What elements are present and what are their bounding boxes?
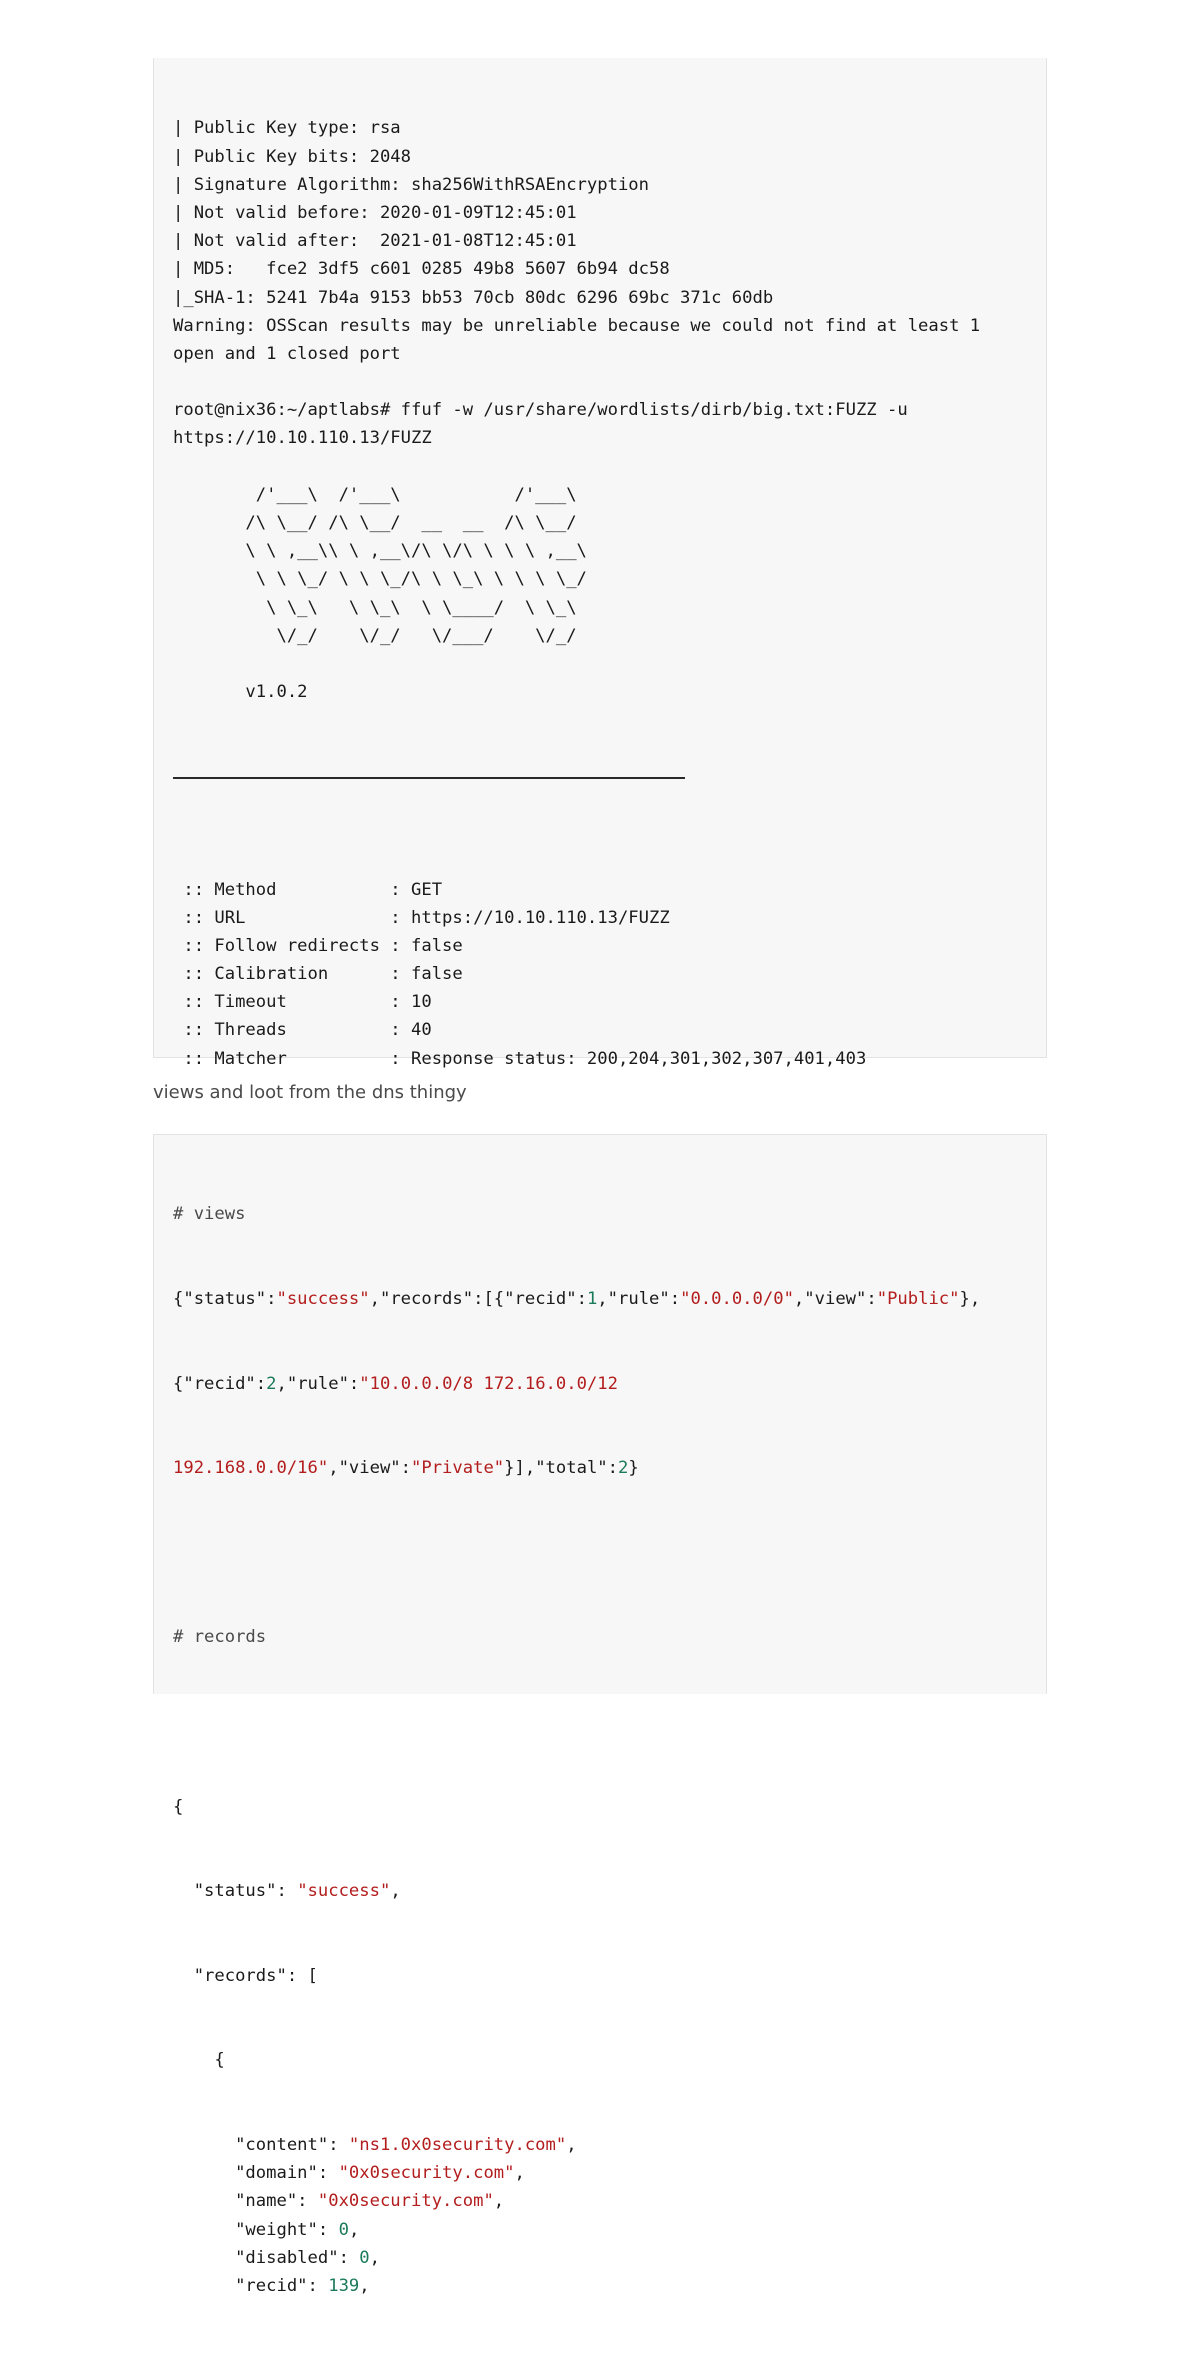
code-line: \ \ ,__\\ \ ,__\/\ \/\ \ \ \ ,__\: [173, 541, 587, 562]
code-line: |_SHA-1: 5241 7b4a 9153 bb53 70cb 80dc 6296 69bc 371c 60db: [173, 287, 774, 308]
views-json-line-2: {"recid":2,"rule":"10.0.0.0/8 172.16.0.0/12: [173, 1373, 618, 1394]
record-field-key: "content":: [173, 2134, 349, 2155]
certificate-and-banner-lines: [173, 114, 980, 706]
code-line: Warning: OSScan results may be unreliable because we could not find at least 1: [173, 315, 981, 336]
records-comment: # records: [173, 1627, 267, 1648]
record-fields: [173, 2131, 980, 2300]
code-line: | Public Key bits: 2048: [173, 146, 411, 167]
code-line: | Signature Algorithm: sha256WithRSAEncryption: [173, 174, 649, 195]
record-field-key: "recid":: [173, 2275, 329, 2296]
code-line: | Not valid before: 2020-01-09T12:45:01: [173, 202, 577, 223]
code-line: [173, 847, 980, 875]
code-line: :: Follow redirects : false: [173, 935, 463, 956]
code-line: v1.0.2: [173, 682, 308, 703]
code-line: /'___\ /'___\ /'___\: [173, 484, 577, 505]
separator-rule: [173, 763, 685, 791]
record-field-line: "disabled": 0,: [173, 2247, 380, 2268]
code-line: [173, 368, 980, 396]
code-line: \ \ \_/ \ \ \_/\ \ \_\ \ \ \ \_/: [173, 569, 587, 590]
json-open-brace: {: [173, 1796, 184, 1817]
views-json-line-3: 192.168.0.0/16","view":"Private"}],"total":2}: [173, 1458, 639, 1479]
json-code-block: [153, 1134, 1047, 2296]
json-records-line: "records": [: [173, 1965, 318, 1986]
views-comment: # views: [173, 1204, 246, 1225]
code-line: [173, 453, 980, 481]
record-field-key: "domain":: [173, 2163, 339, 2184]
code-line: :: Calibration : false: [173, 964, 463, 985]
code-line: :: Threads : 40: [173, 1020, 432, 1041]
record-field-line: "recid": 139,: [173, 2275, 370, 2296]
code-line: | Not valid after: 2021-01-08T12:45:01: [173, 231, 577, 252]
code-line: :: Timeout : 10: [173, 992, 432, 1013]
terminal-output-code-block: [153, 58, 1047, 1069]
record-field-value: "0x0security.com": [338, 2163, 515, 2184]
record-field-key: "name":: [173, 2191, 318, 2212]
record-field-value: 0: [359, 2247, 370, 2268]
blank-line: [173, 1708, 980, 1736]
json-code-text: [173, 1144, 980, 2356]
code-line: \ \_\ \ \_\ \ \____/ \ \_\: [173, 597, 577, 618]
blank-line: [173, 1539, 980, 1567]
record-field-line: "name": "0x0security.com",: [173, 2191, 505, 2212]
record-field-value: "0x0security.com": [317, 2191, 494, 2212]
code-line: [173, 650, 980, 678]
record-field-value: 139: [328, 2275, 360, 2296]
code-line: open and 1 closed port: [173, 343, 401, 364]
record-field-line: "weight": 0,: [173, 2219, 360, 2240]
code-line: /\ \__/ /\ \__/ __ __ /\ \__/: [173, 513, 577, 534]
record-field-line: "domain": "0x0security.com",: [173, 2163, 525, 2184]
body-paragraph: views and loot from the dns thingy: [153, 1082, 467, 1103]
record-field-value: "ns1.0x0security.com": [348, 2134, 567, 2155]
code-line: https://10.10.110.13/FUZZ: [173, 428, 432, 449]
code-line: :: Method : GET: [173, 879, 443, 900]
code-line: \/_/ \/_/ \/___/ \/_/: [173, 625, 577, 646]
code-line: :: URL : https://10.10.110.13/FUZZ: [173, 907, 670, 928]
json-status-line: "status": "success",: [173, 1881, 401, 1902]
code-line: | MD5: fce2 3df5 c601 0285 49b8 5607 6b94 dc58: [173, 259, 670, 280]
record-field-value: 0: [338, 2219, 349, 2240]
json-record-open: {: [173, 2050, 225, 2071]
ffuf-config-lines: [173, 847, 980, 1073]
record-field-key: "disabled":: [173, 2247, 360, 2268]
code-line: root@nix36:~/aptlabs# ffuf -w /usr/share/wordlists/dirb/big.txt:FUZZ -u: [173, 400, 908, 421]
code-line: | Public Key type: rsa: [173, 118, 401, 139]
code-line: :: Matcher : Response status: 200,204,301,302,307,401,403: [173, 1048, 867, 1069]
record-field-key: "weight":: [173, 2219, 339, 2240]
record-field-line: "content": "ns1.0x0security.com",: [173, 2134, 577, 2155]
views-json-line-1: {"status":"success","records":[{"recid":1,"rule":"0.0.0.0/0","view":"Public"},: [173, 1289, 981, 1309]
